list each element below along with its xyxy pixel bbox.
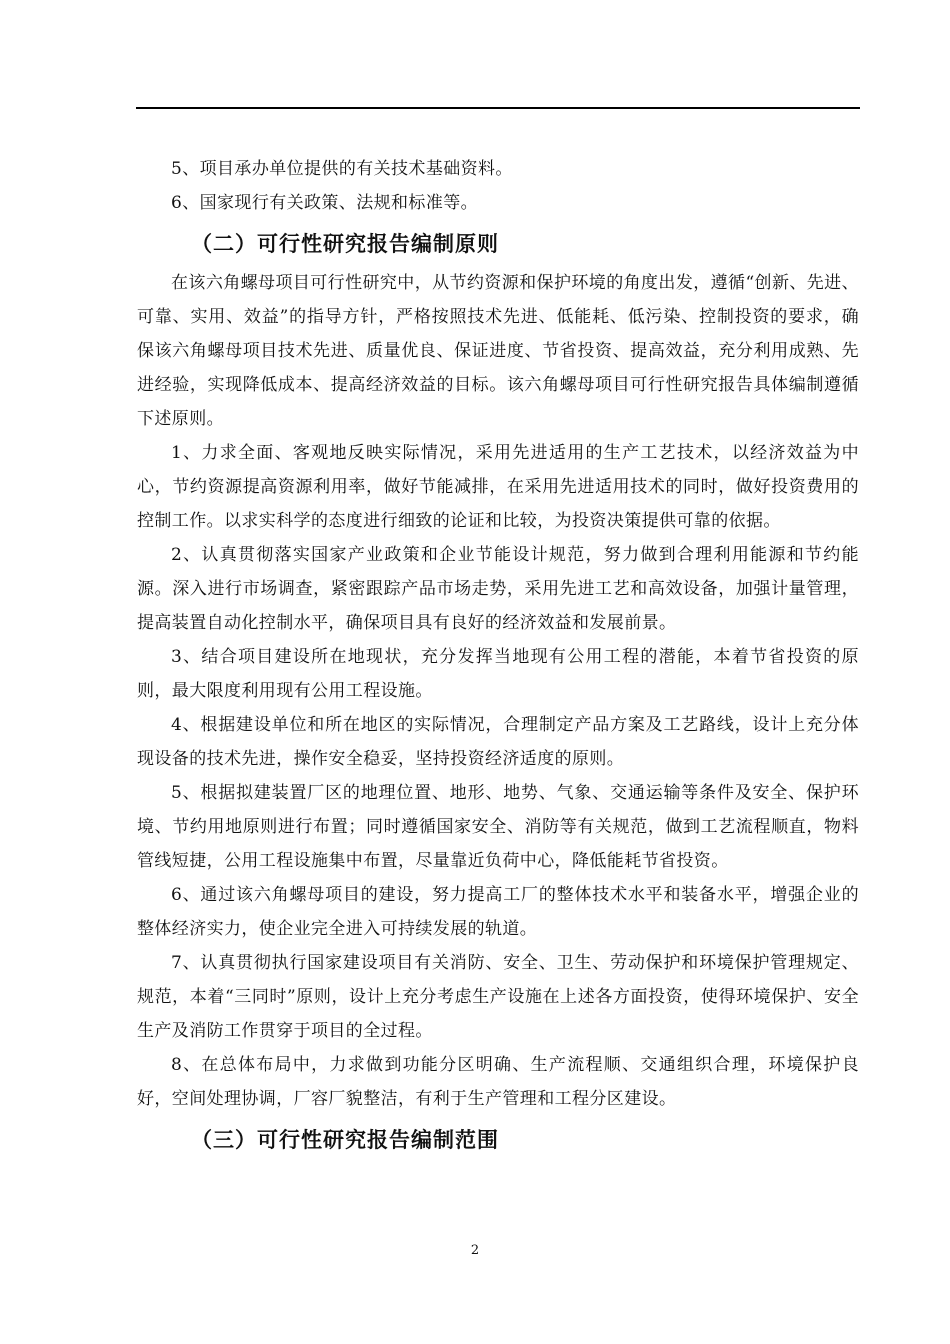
principle-item: 7、认真贯彻执行国家建设项目有关消防、安全、卫生、劳动保护和环境保护管理规定、规范，本着“三同时”原则，设计上充分考虑生产设施在上述各方面投资，使得环境保护、安全生产及消防工作贯穿于项目的全过程。 (137, 953, 859, 1041)
section-heading-scope: （三）可行性研究报告编制范围 (191, 1128, 499, 1152)
principle-item: 1、力求全面、客观地反映实际情况，采用先进适用的生产工艺技术，以经济效益为中心，节约资源提高资源利用率，做好节能减排，在采用先进适用技术的同时，做好投资费用的控制工作。以求实科学的态度进行细致的论证和比较，为投资决策提供可靠的依据。 (137, 443, 859, 531)
principle-item: 3、结合项目建设所在地现状，充分发挥当地现有公用工程的潜能，本着节省投资的原则，最大限度利用现有公用工程设施。 (137, 647, 859, 701)
intro-paragraph: 在该六角螺母项目可行性研究中，从节约资源和保护环境的角度出发，遵循“创新、先进、可靠、实用、效益”的指导方针，严格按照技术先进、低能耗、低污染、控制投资的要求，确保该六角螺母项目技术先进、质量优良、保证进度、节省投资、提高效益，充分利用成熟、先进经验，实现降低成本、提高经济效益的目标。该六角螺母项目可行性研究报告具体编制遵循下述原则。 (137, 273, 859, 429)
principle-item: 8、在总体布局中，力求做到功能分区明确、生产流程顺、交通组织合理，环境保护良好，空间处理协调，厂容厂貌整洁，有利于生产管理和工程分区建设。 (137, 1055, 859, 1109)
section-heading-principles: （二）可行性研究报告编制原则 (191, 232, 499, 256)
principle-item: 5、根据拟建装置厂区的地理位置、地形、地势、气象、交通运输等条件及安全、保护环境、节约用地原则进行布置；同时遵循国家安全、消防等有关规范，做到工艺流程顺直，物料管线短捷，公用工程设施集中布置，尽量靠近负荷中心，降低能耗节省投资。 (137, 783, 859, 871)
page-number: 2 (470, 1243, 480, 1258)
principle-item: 4、根据建设单位和所在地区的实际情况，合理制定产品方案及工艺路线，设计上充分体现设备的技术先进，操作安全稳妥，坚持投资经济适度的原则。 (137, 715, 859, 769)
header-rule (136, 107, 860, 109)
principle-item: 6、通过该六角螺母项目的建设，努力提高工厂的整体技术水平和装备水平，增强企业的整体经济实力，使企业完全进入可持续发展的轨道。 (137, 885, 859, 939)
list-item: 5、项目承办单位提供的有关技术基础资料。 (171, 159, 513, 179)
list-item: 6、国家现行有关政策、法规和标准等。 (171, 193, 479, 213)
principle-item: 2、认真贯彻落实国家产业政策和企业节能设计规范，努力做到合理利用能源和节约能源。深入进行市场调查，紧密跟踪产品市场走势，采用先进工艺和高效设备，加强计量管理，提高装置自动化控制水平，确保项目具有良好的经济效益和发展前景。 (137, 545, 859, 633)
page-body (137, 152, 859, 1162)
